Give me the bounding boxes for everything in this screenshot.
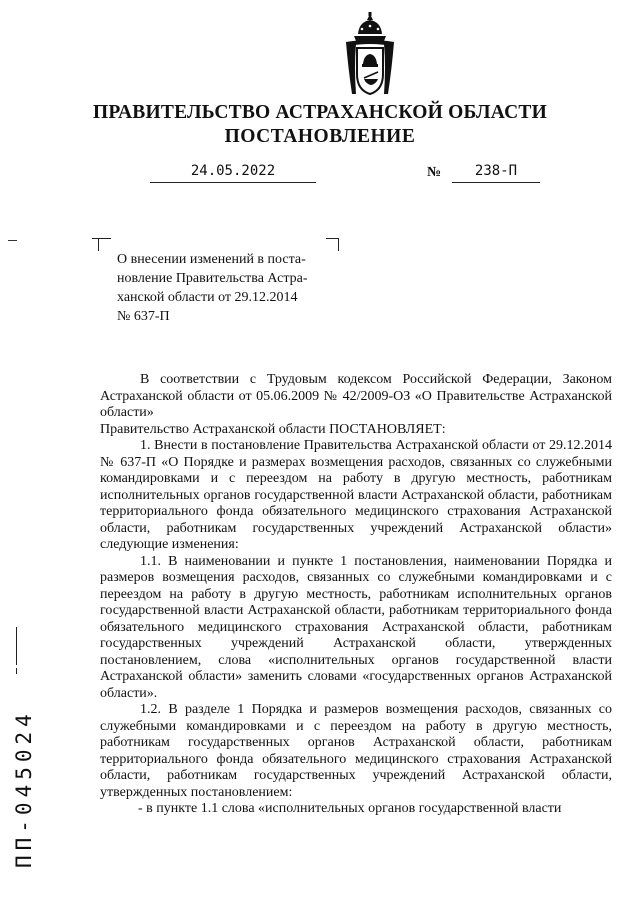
subject-line: новление Правительства Астра- — [117, 271, 308, 286]
clause-1: 1. Внести в постановление Правительства Астраханской области от 29.12.2014 № 637-П «О Порядке и размерах возмещения расходов, связанных со служебными командировками и с переездом на работу в другую местность, работникам исполнительных органов государственной власти Астраханской области, работникам территориального фонда обязательного медицинского страхования Астраханской области, работникам государственных учреждений Астраханской области» следующие изменения: — [100, 438, 612, 552]
resolution-statement: Правительство Астраханской области ПОСТАНОВЛЯЕТ: — [100, 421, 446, 437]
date-underline — [150, 182, 316, 183]
side-mark-small — [16, 668, 17, 674]
side-mark — [16, 627, 17, 665]
subject-line: № 637-П — [117, 309, 170, 324]
clause-1-1: 1.1. В наименовании и пункте 1 постановления, наименовании Порядка и размеров возмещения расходов, связанных со служебными командировками и с переездом на работу в другую местность, работникам исполнительных органов государственной власти Астраханской области, работникам территориального фонда обязательного медицинского страхования Астраханской области, работникам государственных учреждений Астраханской области, утвержденных постановлением, слова «исполнительных органов государственной власти Астраханской области» заменить словами «государственных органов Астраханской области». — [100, 553, 612, 701]
subject-bracket-left — [98, 238, 111, 251]
clause-1-2-item: - в пункте 1.1 слова «исполнительных органов государственной власти — [138, 801, 562, 816]
document-number: 238-П — [474, 163, 518, 179]
registration-code: ПП-045024 — [12, 709, 36, 868]
preamble-paragraph: В соответствии с Трудовым кодексом Российской Федерации, Законом Астраханской области от 05.06.2009 № 42/2009-ОЗ «О Правительстве Астраханской области» — [100, 372, 612, 420]
document-subject — [117, 250, 335, 326]
document-date: 24.05.2022 — [190, 163, 276, 179]
organization-name: ПРАВИТЕЛЬСТВО АСТРАХАНСКОЙ ОБЛАСТИ — [93, 102, 547, 123]
document-type: ПОСТАНОВЛЕНИЕ — [224, 126, 416, 147]
number-sign: № — [427, 165, 442, 180]
margin-mark — [8, 240, 17, 241]
clause-1-2: 1.2. В разделе 1 Порядка и размеров возмещения расходов, связанных со служебными командировками и с переездом на работу в другую местность, работникам государственных органов Астраханской области, работникам территориального фонда обязательного медицинского страхования Астраханской области, работникам государственных учреждений Астраханской области, утвержденных постановлением: — [100, 702, 612, 800]
subject-line: О внесении изменений в поста- — [117, 252, 306, 267]
number-underline — [452, 182, 540, 183]
subject-line: ханской области от 29.12.2014 — [117, 290, 298, 305]
coat-of-arms-emblem — [342, 12, 398, 98]
document-body — [100, 372, 612, 818]
